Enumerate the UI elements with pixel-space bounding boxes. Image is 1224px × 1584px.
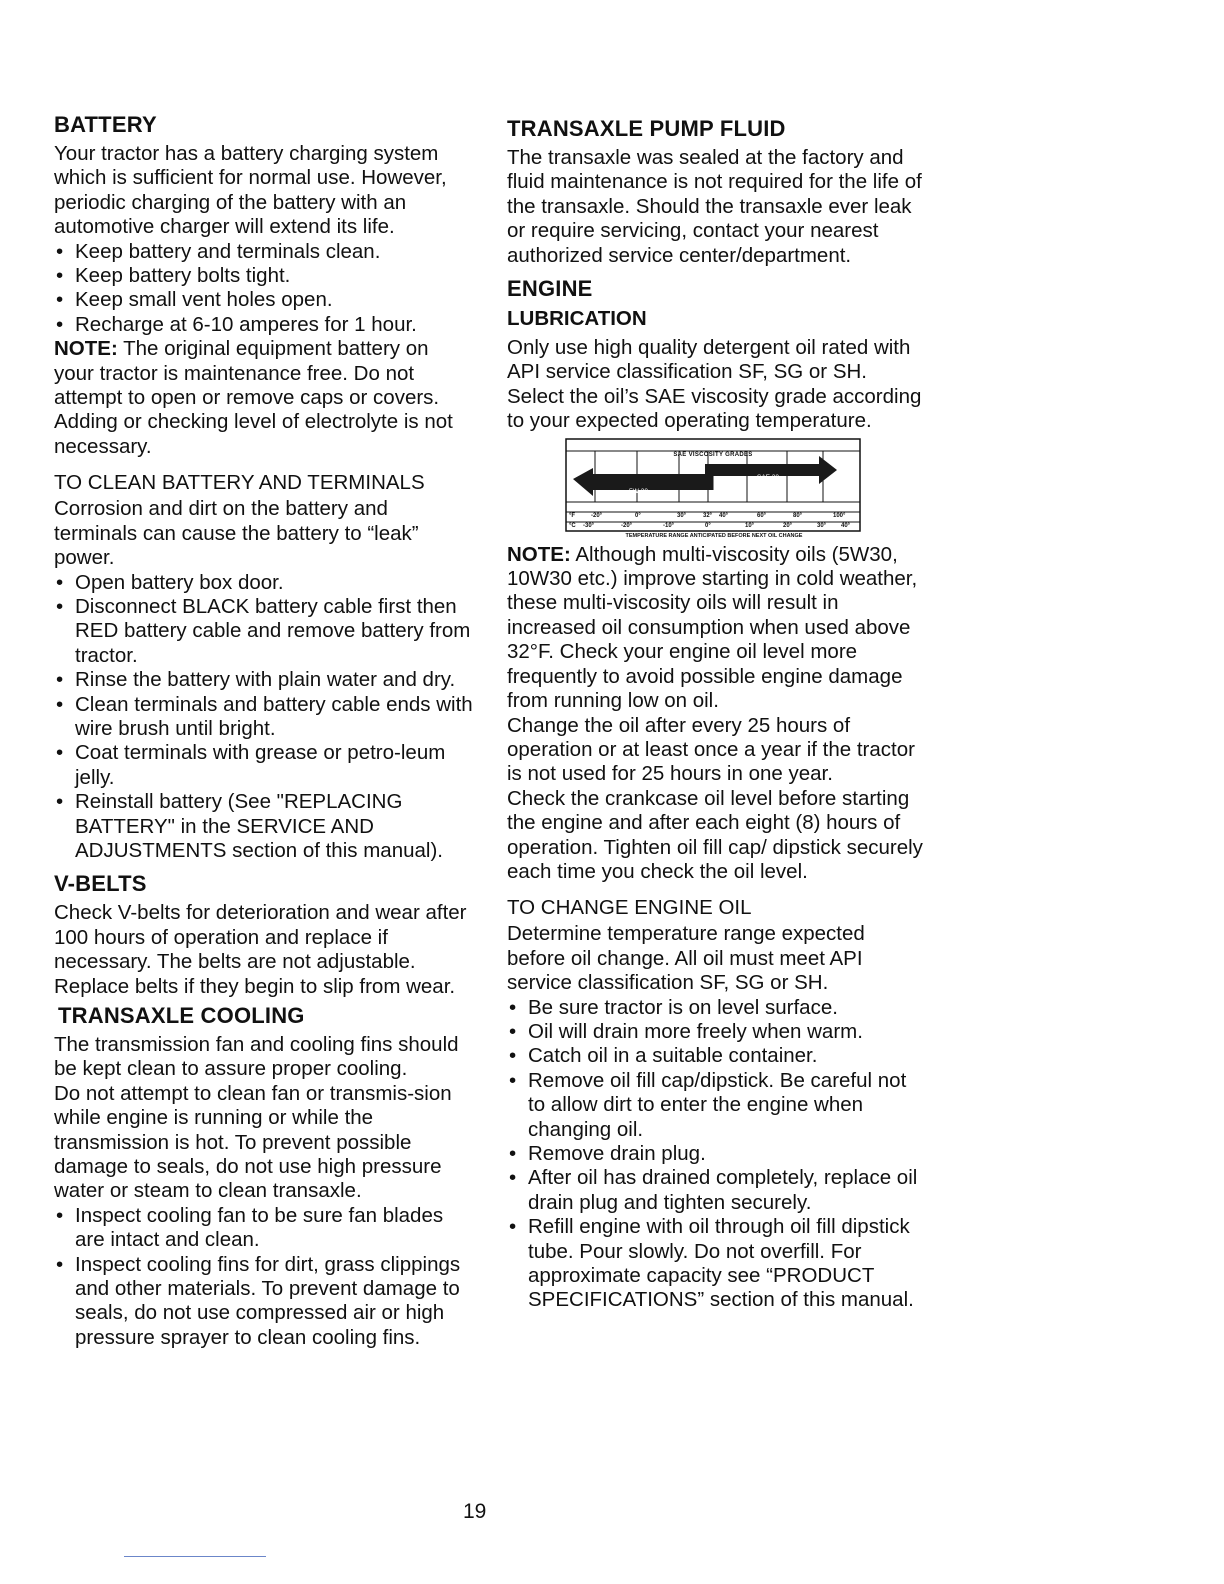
list-item: • Be sure tractor is on level surface. [509, 995, 838, 1019]
c-tick: 30° [817, 522, 827, 529]
change-oil-heading: TO CHANGE ENGINE OIL [507, 896, 752, 920]
battery-heading: BATTERY [54, 112, 157, 137]
cooling-bullets [54, 1204, 474, 1350]
chart-footer: TEMPERATURE RANGE ANTICIPATED BEFORE NEXT OIL CHANGE [625, 532, 803, 539]
list-item: • Reinstall battery (See "REPLACING BATTERY" in the SERVICE AND ADJUSTMENTS section of this manual). [56, 790, 443, 862]
clean-battery-bullets [54, 571, 474, 864]
c-tick: -20° [621, 522, 633, 529]
list-item: • Keep battery and terminals clean. [56, 239, 381, 263]
vbelts-text: Check V-belts for deterioration and wear after 100 hours of operation and replace if necessary. The belts are not adjustable. Replace belts if they begin to slip from wear. [54, 901, 467, 998]
page-number: 19 [463, 1500, 487, 1523]
right-column [507, 116, 927, 1313]
cooling-p2: Do not attempt to clean fan or transmis-sion while engine is running or while the transmission is hot. To prevent possible damage to seals, do not use high pressure water or steam to clean transaxle. [54, 1081, 452, 1203]
c-tick: 0° [705, 522, 711, 529]
transaxle-cooling-heading: TRANSAXLE COOLING [58, 1003, 305, 1028]
f-tick: 30° [677, 512, 687, 519]
list-item: • Catch oil in a suitable container. [509, 1044, 818, 1068]
list-item: • Inspect cooling fins for dirt, grass clippings and other materials. To prevent damage to seals, do not use compressed air or high pressure sprayer to clean cooling fins. [56, 1252, 461, 1349]
vbelts-heading: V-BELTS [54, 871, 147, 897]
list-item: • Keep battery bolts tight. [56, 264, 291, 288]
list-item: • Coat terminals with grease or petro-leum jelly. [56, 741, 446, 789]
list-item: • Clean terminals and battery cable ends with wire brush until bright. [56, 692, 473, 740]
cooling-p1: The transmission fan and cooling fins should be kept clean to assure proper cooling. [54, 1033, 459, 1081]
c-axis-label: °C [569, 522, 576, 529]
oil-change-interval: Change the oil after every 25 hours of operation or at least once a year if the tractor is not used for 25 hours in one year. [507, 713, 915, 786]
chart-title: SAE VISCOSITY GRADES [673, 451, 753, 458]
f-tick: 0° [635, 512, 641, 519]
lubrication-heading: LUBRICATION [507, 307, 647, 331]
sae-viscosity-chart [565, 438, 861, 539]
band-5w30-label: 5W-30 [629, 487, 649, 495]
oil-check-text: Check the crankcase oil level before starting the engine and after each eight (8) hours of operation. Tighten oil fill cap/ dipstick securely each time you check the oil level. [507, 786, 923, 883]
list-item: • Keep small vent holes open. [56, 288, 333, 312]
c-tick: 20° [783, 522, 793, 529]
c-tick: -30° [583, 522, 595, 529]
f-tick: -20° [591, 512, 603, 519]
change-oil-bullets [507, 996, 927, 1313]
change-oil-intro: Determine temperature range expected before oil change. All oil must meet API service classification SF, SG or SH. [507, 922, 865, 995]
transaxle-pump-heading: TRANSAXLE PUMP FLUID [507, 116, 786, 141]
pump-text: The transaxle was sealed at the factory and fluid maintenance is not required for the life of the transaxle. Should the transaxle ever leak or require servicing, contact your nearest authorized service center/department. [507, 146, 922, 267]
list-item: • Inspect cooling fan to be sure fan blades are intact and clean. [56, 1203, 444, 1252]
f-tick: 60° [757, 512, 767, 519]
lubrication-text: Only use high quality detergent oil rated with API service classification SF, SG or SH. Select the oil’s SAE viscosity grade according to your expected operating temperature. [507, 336, 922, 433]
engine-heading: ENGINE [507, 276, 593, 302]
left-column [54, 112, 474, 1350]
list-item: • Rinse the battery with plain water and dry. [56, 668, 456, 692]
f-tick: 32° [703, 512, 713, 519]
list-item: • Remove oil fill cap/dipstick. Be careful not to allow dirt to enter the engine when changing oil. [509, 1068, 907, 1141]
list-item: • Refill engine with oil through oil fill dipstick tube. Pour slowly. Do not overfill. For approximate capacity see “PRODUCT SPECIFICATIONS” section of this manual. [509, 1215, 914, 1312]
oil-note: NOTE: Although multi-viscosity oils (5W30, 10W30 etc.) improve starting in cold weather, these multi-viscosity oils will result in increased oil consumption when used above 32°F. Check your engine oil level more frequently to avoid possible engine damage from running low on oil. [507, 542, 918, 713]
clean-battery-intro: Corrosion and dirt on the battery and terminals can cause the battery to “leak” power. [54, 497, 419, 570]
band-sae30-label: SAE 30 [757, 473, 780, 481]
list-item: • Recharge at 6-10 amperes for 1 hour. [56, 312, 417, 336]
c-tick: 40° [841, 522, 851, 529]
list-item: • Remove drain plug. [509, 1142, 706, 1165]
f-tick: 40° [719, 512, 729, 519]
list-item: • Open battery box door. [56, 570, 284, 594]
list-item: • After oil has drained completely, replace oil drain plug and tighten securely. [509, 1166, 918, 1214]
battery-bullets [54, 240, 474, 338]
list-item: • Disconnect BLACK battery cable first then RED battery cable and remove battery from tractor. [56, 594, 471, 667]
f-axis-label: °F [569, 512, 576, 519]
clean-battery-heading: TO CLEAN BATTERY AND TERMINALS [54, 471, 425, 495]
battery-note: NOTE: The original equipment battery on your tractor is maintenance free. Do not attempt to open or remove caps or covers. Adding or checking level of electrolyte is not necessary. [54, 337, 453, 458]
f-tick: 80° [793, 512, 803, 519]
battery-intro: Your tractor has a battery charging system which is sufficient for normal use. However, periodic charging of the battery with an automotive charger will extend its life. [54, 142, 447, 239]
c-tick: 10° [745, 522, 755, 529]
list-item: • Oil will drain more freely when warm. [509, 1019, 863, 1043]
f-tick: 100° [833, 512, 846, 519]
c-tick: -10° [663, 522, 675, 529]
footer-divider [124, 1556, 266, 1557]
